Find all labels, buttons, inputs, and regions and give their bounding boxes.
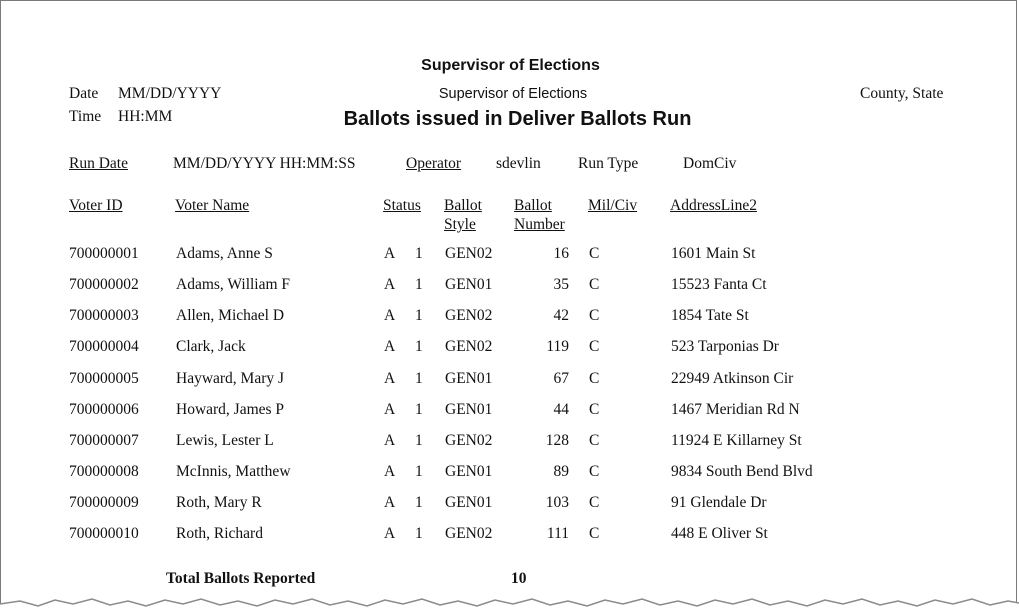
run-date-value: MM/DD/YYYY HH:MM:SS	[173, 155, 356, 172]
cell-status: A	[384, 245, 396, 262]
cell-voter-id: 700000010	[69, 525, 139, 542]
time-value: HH:MM	[118, 108, 173, 125]
cell-mil-civ: C	[589, 338, 600, 355]
cell-status: A	[384, 338, 396, 355]
cell-status-number: 1	[415, 276, 423, 293]
time-label: Time	[69, 108, 102, 125]
cell-voter-id: 700000001	[69, 245, 139, 262]
cell-ballot-style: GEN01	[445, 370, 493, 387]
cell-voter-id: 700000008	[69, 463, 139, 480]
cell-address: 15523 Fanta Ct	[671, 276, 767, 293]
cell-voter-name: McInnis, Matthew	[176, 463, 291, 480]
cell-voter-name: Adams, William F	[176, 276, 291, 293]
cell-ballot-style: GEN02	[445, 525, 493, 542]
cell-status-number: 1	[415, 307, 423, 324]
cell-status-number: 1	[415, 463, 423, 480]
cell-status: A	[384, 463, 396, 480]
report-title: Ballots issued in Deliver Ballots Run	[343, 108, 692, 130]
cell-mil-civ: C	[589, 432, 600, 449]
cell-status-number: 1	[415, 245, 423, 262]
cell-voter-name: Hayward, Mary J	[176, 370, 285, 387]
cell-ballot-number: 128	[545, 432, 569, 449]
cell-status-number: 1	[415, 338, 423, 355]
cell-voter-id: 700000009	[69, 494, 139, 511]
cell-mil-civ: C	[589, 494, 600, 511]
cell-status-number: 1	[415, 370, 423, 387]
cell-mil-civ: C	[589, 276, 600, 293]
cell-voter-name: Howard, James P	[176, 401, 285, 418]
cell-ballot-number: 103	[545, 494, 569, 511]
cell-mil-civ: C	[589, 307, 600, 324]
cell-voter-name: Roth, Richard	[176, 525, 263, 542]
date-label: Date	[69, 85, 99, 102]
cell-mil-civ: C	[589, 401, 600, 418]
date-value: MM/DD/YYYY	[118, 85, 222, 102]
col-header-ballot-style-line1: Ballot	[444, 197, 482, 214]
cell-ballot-style: GEN01	[445, 401, 493, 418]
col-header-mil-civ: Mil/Civ	[588, 197, 638, 214]
cell-mil-civ: C	[589, 463, 600, 480]
cell-voter-name: Clark, Jack	[176, 338, 246, 355]
cell-status-number: 1	[415, 401, 423, 418]
run-type-label: Run Type	[578, 155, 639, 172]
cell-mil-civ: C	[589, 525, 600, 542]
cell-ballot-style: GEN02	[445, 245, 493, 262]
col-header-voter-id: Voter ID	[69, 197, 123, 214]
cell-status-number: 1	[415, 432, 423, 449]
cell-ballot-style: GEN01	[445, 276, 493, 293]
cell-status-number: 1	[415, 494, 423, 511]
cell-ballot-number: 89	[553, 463, 569, 480]
cell-status-number: 1	[415, 525, 423, 542]
cell-mil-civ: C	[589, 245, 600, 262]
run-type-value: DomCiv	[683, 155, 737, 172]
cell-address: 1854 Tate St	[671, 307, 749, 324]
cell-voter-id: 700000005	[69, 370, 139, 387]
cell-voter-id: 700000002	[69, 276, 139, 293]
cell-status: A	[384, 307, 396, 324]
total-ballots-label: Total Ballots Reported	[166, 570, 316, 587]
cell-address: 91 Glendale Dr	[671, 494, 767, 511]
cell-address: 1467 Meridian Rd N	[671, 401, 800, 418]
cell-status: A	[384, 525, 396, 542]
cell-ballot-number: 111	[546, 525, 569, 542]
cell-voter-name: Roth, Mary R	[176, 494, 262, 511]
cell-status: A	[384, 494, 396, 511]
cell-ballot-style: GEN01	[445, 463, 493, 480]
cell-status: A	[384, 370, 396, 387]
cell-voter-name: Allen, Michael D	[176, 307, 285, 324]
cell-address: 9834 South Bend Blvd	[671, 463, 813, 480]
cell-status: A	[384, 401, 396, 418]
cell-status: A	[384, 432, 396, 449]
cell-ballot-number: 42	[553, 307, 569, 324]
total-ballots-value: 10	[511, 570, 527, 587]
cell-voter-id: 700000003	[69, 307, 139, 324]
cell-ballot-number: 35	[553, 276, 569, 293]
cell-ballot-number: 44	[553, 401, 569, 418]
col-header-voter-name: Voter Name	[175, 197, 250, 214]
cell-voter-id: 700000004	[69, 338, 139, 355]
operator-label: Operator	[406, 155, 462, 172]
cell-ballot-style: GEN02	[445, 307, 493, 324]
cell-address: 1601 Main St	[671, 245, 756, 262]
cell-address: 22949 Atkinson Cir	[671, 370, 794, 387]
cell-address: 523 Tarponias Dr	[671, 338, 779, 355]
col-header-ballot-number-line2: Number	[514, 216, 565, 233]
cell-voter-name: Adams, Anne S	[176, 245, 273, 262]
col-header-address: AddressLine2	[670, 197, 757, 214]
cell-voter-id: 700000006	[69, 401, 139, 418]
col-header-status: Status	[383, 197, 421, 214]
county-state: County, State	[860, 85, 944, 102]
cell-address: 11924 E Killarney St	[671, 432, 802, 449]
cell-ballot-style: GEN02	[445, 432, 493, 449]
cell-ballot-number: 119	[546, 338, 569, 355]
cell-ballot-style: GEN01	[445, 494, 493, 511]
org-subtitle: Supervisor of Elections	[438, 86, 588, 102]
col-header-ballot-style-line2: Style	[444, 216, 476, 233]
cell-voter-id: 700000007	[69, 432, 139, 449]
cell-ballot-style: GEN02	[445, 338, 493, 355]
cell-voter-name: Lewis, Lester L	[176, 432, 274, 449]
org-title: Supervisor of Elections	[421, 57, 600, 74]
cell-ballot-number: 16	[553, 245, 569, 262]
cell-status: A	[384, 276, 396, 293]
cell-mil-civ: C	[589, 370, 600, 387]
col-header-ballot-number-line1: Ballot	[514, 197, 552, 214]
cell-address: 448 E Oliver St	[671, 525, 768, 542]
torn-edge-decoration	[0, 592, 1019, 614]
operator-value: sdevlin	[496, 155, 541, 172]
run-date-label: Run Date	[69, 155, 128, 172]
cell-ballot-number: 67	[553, 370, 569, 387]
